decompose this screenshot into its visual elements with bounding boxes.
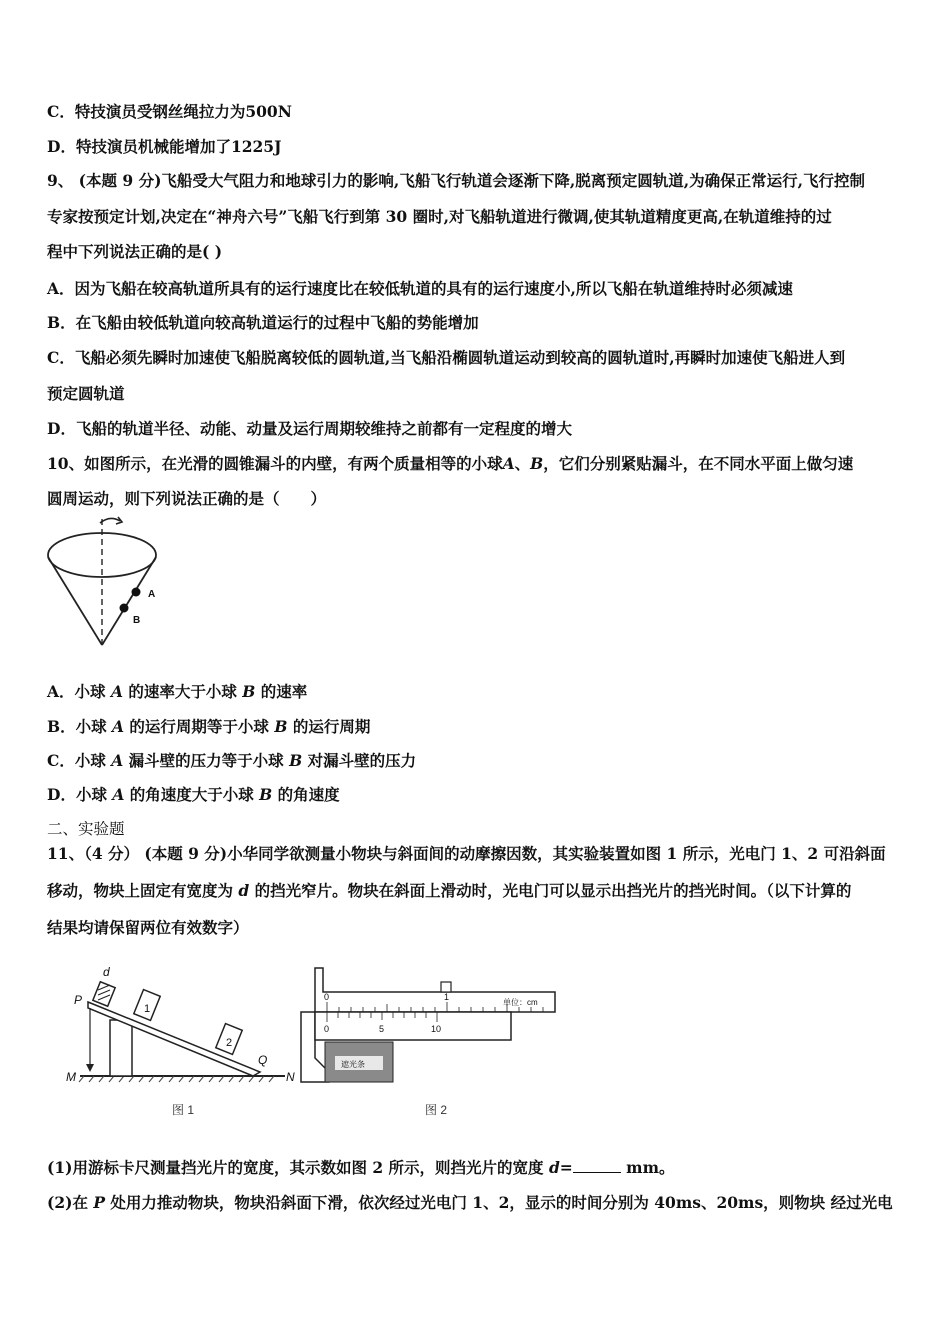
q10-optC-post: 对漏斗壁的压力 <box>302 751 417 770</box>
q10-optA-post: 的速率 <box>255 682 308 701</box>
q10-optD-post: 的角速度 <box>272 785 340 804</box>
q10-ball-b: B <box>530 454 544 473</box>
q11-stem2-post: 的挡光窄片。物块在斜面上滑动时，光电门可以显示出挡光片的挡光时间。（以下计算的 <box>249 881 852 900</box>
q9-option-c-line2: 预定圆轨道 <box>47 384 125 403</box>
incline-figure-1 <box>60 960 300 1120</box>
label-b: B <box>133 615 141 626</box>
q10-sep: 、 <box>514 454 531 473</box>
q11-stem-line2 <box>47 880 851 902</box>
support-block <box>110 1020 132 1076</box>
main-scale-1: 1 <box>444 992 450 1002</box>
q11-stem-line3: 结果均请保留两位有效数字） <box>47 918 249 937</box>
q11-p1-var: d <box>548 1158 560 1177</box>
q11-stem2-var: d <box>238 881 250 900</box>
cone-right-wall <box>102 557 156 645</box>
q10-option-d <box>47 784 340 806</box>
q9-option-c-line1: C．飞船必须先瞬时加速使飞船脱离较低的圆轨道,当飞船沿椭圆轨道运动到较高的圆轨道时,再瞬时加速使飞船进人到 <box>47 348 846 367</box>
q11-part1 <box>47 1157 674 1179</box>
q10-optD-pre: D．小球 <box>47 785 113 804</box>
q10-stem-line2: 圆周运动，则下列说法正确的是（ ） <box>47 489 327 508</box>
label-d: d <box>103 965 110 979</box>
q10-optA-mid: 的速率大于小球 <box>122 682 243 701</box>
label-m: M <box>66 1070 76 1084</box>
q11-p1-unit: mm。 <box>620 1158 675 1177</box>
q11-stem2-pre: 移动，物块上固定有宽度为 <box>47 881 239 900</box>
q10-option-b <box>47 716 370 738</box>
q10-optA-v2: B <box>242 682 256 701</box>
vernier-caliper-figure-2 <box>295 962 565 1122</box>
figure-1-caption: 图 1 <box>172 1103 195 1117</box>
section-heading-experiment: 二、实验题 <box>47 820 125 838</box>
depth-stop-knob <box>441 982 451 992</box>
q9-stem-line3: 程中下列说法正确的是( ) <box>47 242 223 261</box>
ball-b <box>120 604 129 613</box>
figure-2-caption: 图 2 <box>425 1103 448 1117</box>
vernier-5: 5 <box>379 1024 385 1034</box>
label-gate1: 1 <box>144 1003 151 1015</box>
shading-strip-label: 遮光条 <box>341 1060 365 1069</box>
label-gate2: 2 <box>226 1037 233 1049</box>
vernier-0: 0 <box>324 1024 330 1034</box>
q11-p2-var: P <box>93 1193 106 1212</box>
vernier-slider <box>315 1012 511 1040</box>
q9-option-a: A．因为飞船在较高轨道所具有的运行速度比在较低轨道的具有的运行速度小,所以飞船在轨道维持时必须减速 <box>47 279 793 298</box>
q10-option-a <box>47 681 307 703</box>
q11-part2 <box>47 1192 893 1214</box>
q9-option-b: B．在飞船由较低轨道向较高轨道运行的过程中飞船的势能增加 <box>47 313 479 332</box>
block-with-slip <box>93 982 115 1007</box>
q11-p2-pre: (2)在 <box>47 1193 94 1212</box>
answer-blank[interactable] <box>573 1158 621 1173</box>
q10-optB-post: 的运行周期 <box>287 717 371 736</box>
vernier-10: 10 <box>431 1024 442 1034</box>
q10-optC-pre: C．小球 <box>47 751 112 770</box>
rotation-arrow-icon <box>100 517 122 524</box>
q9-stem-line1: 9、 (本题 9 分)飞船受大气阻力和地球引力的影响,飞船飞行轨道会逐渐下降,脱离预定圆轨道,为确保正常运行,飞行控制 <box>47 171 866 190</box>
q10-optB-pre: B．小球 <box>47 717 112 736</box>
q11-p1-eq: = <box>559 1158 573 1177</box>
q10-optB-mid: 的运行周期等于小球 <box>124 717 275 736</box>
ball-a <box>132 588 141 597</box>
q10-stem-line1 <box>47 453 853 475</box>
label-q: Q <box>258 1053 268 1067</box>
q10-stem-text-b: ，它们分别紧贴漏斗，在不同水平面上做匀速 <box>543 454 854 473</box>
q10-optD-v1: A <box>112 785 125 804</box>
main-scale-0: 0 <box>324 992 330 1002</box>
label-a: A <box>148 589 156 600</box>
q10-optD-v2: B <box>259 785 273 804</box>
q11-stem-line1: 11、（4 分） (本题 9 分)小华同学欲测量小物块与斜面间的动摩擦因数，其实验装置如图 1 所示，光电门 1、2 可沿斜面 <box>47 844 886 863</box>
q10-optC-v2: B <box>289 751 303 770</box>
q10-ball-a: A <box>502 454 515 473</box>
label-n: N <box>286 1070 295 1084</box>
q8-option-c: C．特技演员受钢丝绳拉力为500N <box>47 102 292 121</box>
q9-option-d: D．飞船的轨道半径、动能、动量及运行周期较维持之前都有一定程度的增大 <box>47 419 572 438</box>
label-p: P <box>74 993 83 1007</box>
q10-optA-v1: A <box>110 682 123 701</box>
q10-optD-mid: 的角速度大于小球 <box>124 785 260 804</box>
q11-p1-pre: (1)用游标卡尺测量挡光片的宽度，其示数如图 2 所示，则挡光片的宽度 <box>47 1158 549 1177</box>
q10-optC-v1: A <box>111 751 124 770</box>
cone-left-wall <box>48 557 102 645</box>
cone-funnel-figure <box>40 515 180 650</box>
q9-stem-line2: 专家按预定计划,决定在“神舟六号”飞船飞行到第 30 圈时,对飞船轨道进行微调,使其轨道精度更高,在轨道维持的过 <box>47 207 832 226</box>
q11-p2-post: 处用力推动物块，物块沿斜面下滑，依次经过光电门 1、2，显示的时间分别为 40ms、20ms，则物块 经过光电 <box>105 1193 893 1212</box>
q10-optB-v2: B <box>274 717 288 736</box>
q10-option-c <box>47 750 416 772</box>
q8-option-d: D．特技演员机械能增加了1225J <box>47 137 282 156</box>
q10-optA-pre: A．小球 <box>47 682 111 701</box>
drop-arrow-icon <box>86 1064 94 1072</box>
q10-optB-v1: A <box>112 717 125 736</box>
unit-label: 单位：cm <box>503 998 538 1007</box>
q10-optC-mid: 漏斗壁的压力等于小球 <box>123 751 290 770</box>
q10-stem-text-a: 10、如图所示，在光滑的圆锥漏斗的内壁，有两个质量相等的小球 <box>47 454 503 473</box>
